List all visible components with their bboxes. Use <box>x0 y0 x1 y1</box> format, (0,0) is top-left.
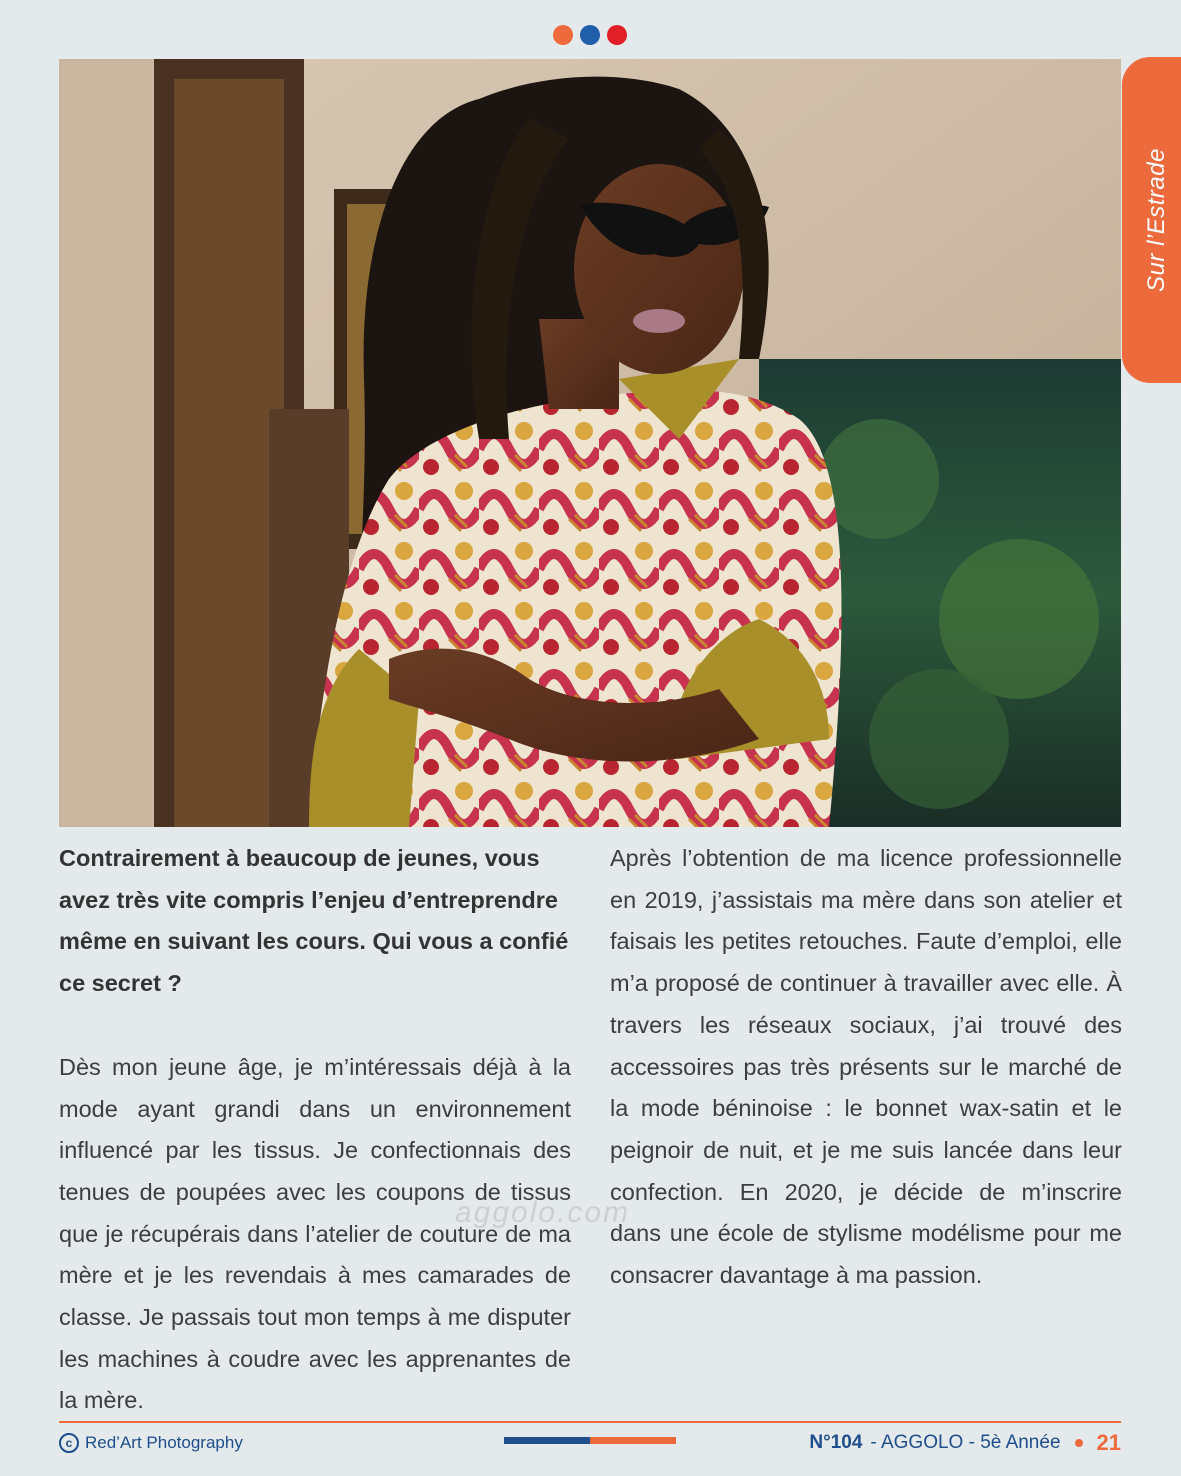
footer-divider <box>59 1421 1121 1423</box>
red-dot <box>607 25 627 45</box>
footer-color-bar <box>504 1437 676 1444</box>
footer-bar-blue <box>504 1437 590 1444</box>
section-tab <box>1122 57 1181 383</box>
issue-number: N°104 <box>809 1432 863 1453</box>
portrait-photo <box>59 59 1121 827</box>
header-dots <box>553 25 627 45</box>
copyright-icon: c <box>59 1433 79 1453</box>
blue-dot <box>580 25 600 45</box>
right-column <box>610 838 1122 1297</box>
section-tab-label: Sur l’Estrade <box>1143 148 1171 292</box>
photo-credit-text: Red’Art Photography <box>85 1433 243 1452</box>
interview-answer: Dès mon jeune âge, je m’intéressais déjà à la mode ayant grandi dans un environnement influencé par les tissus. Je confectionnais des tenues de poupées avec les coupons de tissus que je récupérais dans l’atelier de couture de ma mère et je les revendais à mes camarades de classe. Je passais tout mon temps à me disputer les machines à coudre avec les apprenantes de la mère. <box>59 1053 571 1414</box>
orange-dot <box>553 25 573 45</box>
left-column <box>59 838 571 1422</box>
issue-details: - AGGOLO - 5è Année <box>870 1432 1061 1453</box>
footer-bar-orange <box>590 1437 676 1444</box>
answer-continuation: Après l’obtention de ma licence professionnelle en 2019, j’assistais ma mère dans son atelier et faisais les petites retouches. Faute d’emploi, elle m’a proposé de continuer à travailler avec elle. À travers les réseaux sociaux, j’ai trouvé des accessoires pas très présents sur le marché de la mode béninoise : le bonnet wax-satin et le peignoir de nuit, et je me suis lancée dans leur confection. En 2020, je décide de m’inscrire dans une école de stylisme modélisme pour me consacrer davantage à ma passion. <box>610 845 1122 1289</box>
watermark: aggolo.com <box>455 1196 631 1229</box>
photo-credit <box>59 1433 243 1453</box>
page-number: 21 <box>1096 1430 1121 1455</box>
issue-info <box>809 1430 1121 1456</box>
interview-question: Contrairement à beaucoup de jeunes, vous avez très vite compris l’enjeu d’entreprendre même en suivant les cours. Qui vous a confié ce secret ? <box>59 845 569 997</box>
separator-dot-icon <box>1075 1439 1083 1447</box>
photo-illustration <box>59 59 1121 827</box>
